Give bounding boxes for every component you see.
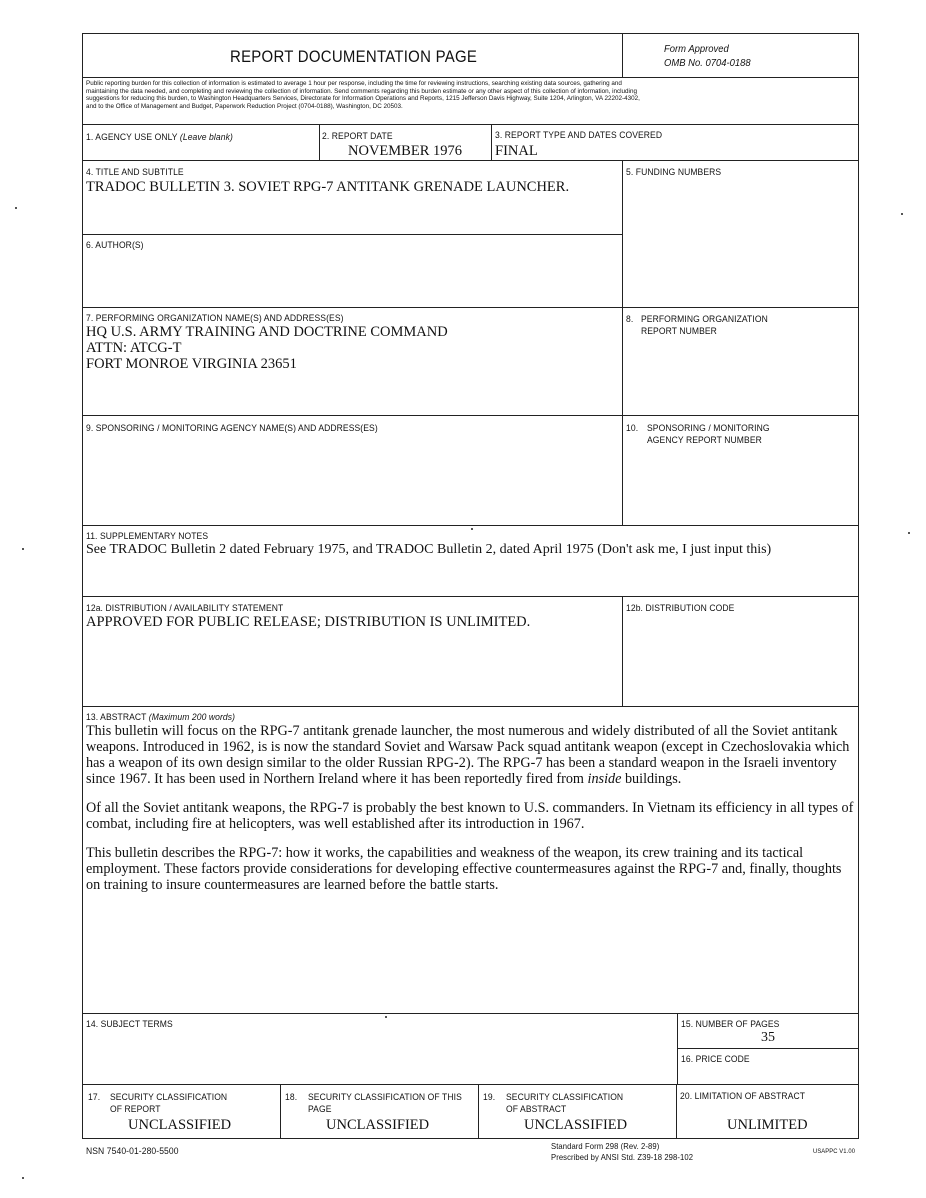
perf-org-line-2: ATTN: ATCG-T	[86, 340, 182, 356]
report-date-label: 2. REPORT DATE	[322, 131, 393, 142]
supp-notes: See TRADOC Bulletin 2 dated February 1975, and TRADOC Bulletin 2, dated April 1975 (Don't ask me, I just input this)	[86, 542, 772, 557]
report-type-label: 3. REPORT TYPE AND DATES COVERED	[495, 130, 663, 141]
perf-org-label: 7. PERFORMING ORGANIZATION NAME(S) AND ADDRESS(ES)	[86, 313, 344, 324]
abstract-paragraph-1: This bulletin will focus on the RPG-7 antitank grenade launcher, the most numerous and widely distributed of all the Soviet antitank weapons. Introduced in 1962, is is now the standard Soviet and Warsaw Pack squad antitank weapon (except in Czechoslovakia which has a weapon of its own design similar to the older Russian RPG-2). The RPG-7 has been a standard weapon in the Israeli inventory since 1967. It has been used in Northern Ireland where it has been reportedly fired from inside buildings.	[86, 723, 850, 787]
nsn-number: NSN 7540-01-280-5500	[86, 1146, 179, 1157]
abstract-body	[86, 723, 854, 906]
scan-speck	[471, 528, 473, 530]
report-title: TRADOC BULLETIN 3. SOVIET RPG-7 ANTITANK GRENADE LAUNCHER.	[86, 179, 570, 195]
abstract-paragraph-3: This bulletin describes the RPG-7: how it works, the capabilities and weakness of the weapon, its crew training and its tactical employment. These factors provide considerations for developing effective countermeasures against the RPG-7 and, finally, thoughts on training to insure countermeasures are learned before the battle starts.	[86, 845, 842, 893]
sec19-value: UNCLASSIFIED	[524, 1117, 628, 1133]
scan-speck	[22, 1177, 24, 1179]
scan-speck	[385, 1016, 387, 1018]
report-date: NOVEMBER 1976	[348, 143, 462, 159]
sec18-label-1: SECURITY CLASSIFICATION OF THIS	[308, 1092, 462, 1103]
sec20-label: 20. LIMITATION OF ABSTRACT	[680, 1091, 806, 1102]
perf-org-line-3: FORT MONROE VIRGINIA 23651	[86, 356, 297, 372]
sec18-label-2: PAGE	[308, 1104, 332, 1115]
num-pages-label: 15. NUMBER OF PAGES	[681, 1019, 780, 1030]
sec17-label-1: SECURITY CLASSIFICATION	[110, 1092, 228, 1103]
perf-report-label-num: 8.	[626, 314, 634, 325]
scan-speck	[15, 207, 17, 209]
funding-label: 5. FUNDING NUMBERS	[626, 167, 722, 178]
agency-use-label: 1. AGENCY USE ONLY (Leave blank)	[86, 132, 233, 143]
standard-form: Standard Form 298 (Rev. 2-89)	[551, 1141, 660, 1151]
subject-terms-label: 14. SUBJECT TERMS	[86, 1019, 173, 1030]
sec17-value: UNCLASSIFIED	[128, 1117, 232, 1133]
sec19-label-1: SECURITY CLASSIFICATION	[506, 1092, 624, 1103]
sponsor-label: 9. SPONSORING / MONITORING AGENCY NAME(S) AND ADDRESS(ES)	[86, 423, 378, 434]
scan-speck	[901, 213, 903, 215]
sec17-label-2: OF REPORT	[110, 1104, 161, 1115]
num-pages: 35	[761, 1030, 775, 1045]
prescribed-by: Prescribed by ANSI Std. Z39-18 298-102	[551, 1152, 694, 1162]
sponsor-report-label-1: SPONSORING / MONITORING	[647, 423, 770, 434]
sec20-value: UNLIMITED	[727, 1117, 808, 1133]
sponsor-report-label-num: 10.	[626, 423, 639, 434]
sec18-num: 18.	[285, 1092, 298, 1103]
sec18-value: UNCLASSIFIED	[326, 1117, 430, 1133]
page-title: REPORT DOCUMENTATION PAGE	[230, 47, 478, 66]
usappc-version: USAPPC V1.00	[813, 1148, 856, 1155]
distribution-label: 12a. DISTRIBUTION / AVAILABILITY STATEMENT	[86, 603, 284, 614]
authors-label: 6. AUTHOR(S)	[86, 240, 144, 251]
perf-org-line-1: HQ U.S. ARMY TRAINING AND DOCTRINE COMMAND	[86, 324, 448, 340]
burden-statement: Public reporting burden for this collection of information is estimated to average 1 hour per response, including the time for reviewing instructions, searching existing data sources, gathering and maintaining the data needed, and completing and reviewing the collection of information. Send comments regarding this burden estimate or any other aspect of this collection of information, including suggestions for reducing this burden, to Washington Headquarters Services, Directorate for Information Operations and Reports, 1215 Jefferson Davis Highway, Suite 1204, Arlington, VA 22202-4302, and to the Office of Management and Budget, Paperwork Reduction Project (0704-0188), Washington, DC 20503.	[86, 80, 640, 110]
price-code-label: 16. PRICE CODE	[681, 1054, 750, 1065]
form-approved: Form Approved	[664, 43, 729, 55]
distribution-statement: APPROVED FOR PUBLIC RELEASE; DISTRIBUTION IS UNLIMITED.	[86, 614, 531, 630]
sec19-label-2: OF ABSTRACT	[506, 1104, 567, 1115]
title-label: 4. TITLE AND SUBTITLE	[86, 167, 184, 178]
dist-code-label: 12b. DISTRIBUTION CODE	[626, 603, 735, 614]
supp-notes-label: 11. SUPPLEMENTARY NOTES	[86, 531, 209, 542]
perf-report-label-2: REPORT NUMBER	[641, 326, 717, 337]
perf-report-label-1: PERFORMING ORGANIZATION	[641, 314, 768, 325]
form-frame	[82, 33, 859, 1139]
sec19-num: 19.	[483, 1092, 496, 1103]
abstract-paragraph-2: Of all the Soviet antitank weapons, the RPG-7 is probably the best known to U.S. commanders. In Vietnam its efficiency in all types of combat, including fire at helicopters, was well established after its introduction in 1967.	[86, 800, 854, 832]
abstract-label: 13. ABSTRACT (Maximum 200 words)	[86, 712, 236, 723]
sec17-num: 17.	[88, 1092, 101, 1103]
omb-number: OMB No. 0704-0188	[664, 57, 751, 69]
scan-speck	[908, 532, 910, 534]
scan-speck	[22, 548, 24, 550]
sponsor-report-label-2: AGENCY REPORT NUMBER	[647, 435, 762, 446]
report-type: FINAL	[495, 143, 538, 159]
